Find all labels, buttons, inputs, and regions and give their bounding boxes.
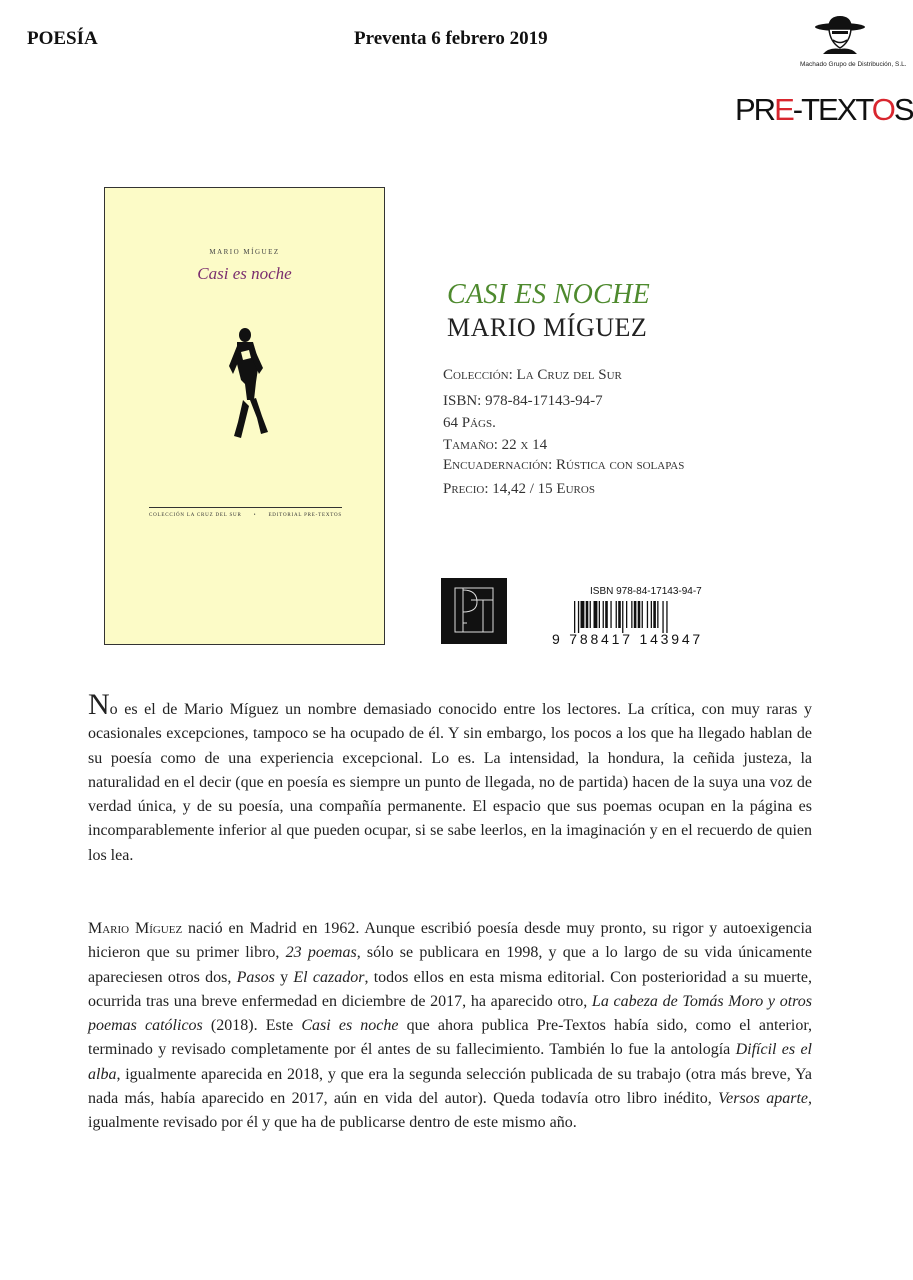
publisher-logo-part: -TEXT <box>792 92 872 127</box>
synopsis-paragraph <box>88 688 812 868</box>
cover-separator: • <box>253 513 257 518</box>
cover-author: MARIO MÍGUEZ <box>209 248 280 256</box>
cover-rule <box>149 507 342 508</box>
bio-book-title: Versos aparte <box>718 1090 809 1108</box>
bio-book-title: 23 poemas <box>285 944 357 962</box>
book-cover <box>104 187 385 645</box>
bio-text: que ahora publica Pre-Textos había sido, como el anterior, terminado y revisado completamente por él antes de su fallecimiento. También lo fue la antología <box>88 1017 813 1059</box>
spec-pages: 64 Págs. <box>443 415 496 431</box>
publisher-logo <box>735 92 913 128</box>
bio-book-title: El cazador <box>293 968 365 986</box>
barcode-icon <box>574 601 734 633</box>
spec-collection: Colección: La Cruz del Sur <box>443 367 622 383</box>
publisher-logo-part: PR <box>735 92 775 127</box>
distributor-caption: Machado Grupo de Distribución, S.L. <box>800 61 907 68</box>
cover-footer <box>149 513 342 518</box>
walking-figure-icon <box>223 328 271 440</box>
bio-text: y <box>274 968 294 986</box>
spec-binding: Encuadernación: Rústica con solapas <box>443 457 685 473</box>
presale-date: Preventa 6 febrero 2019 <box>354 28 548 49</box>
spec-size: Tamaño: 22 x 14 <box>443 437 548 453</box>
barcode-digits: 9 788417 143947 <box>552 631 703 647</box>
cover-publisher: EDITORIAL PRE-TEXTOS <box>268 513 342 518</box>
distributor-logo <box>800 14 907 68</box>
cover-title: Casi es noche <box>197 264 292 283</box>
bio-text: , igualmente aparecida en 2018, y que era la segunda selección publicada de su trabajo (otra más breve, Ya nada más, había aparecido en 2017, aún en vida del autor). Queda todavía otro libro inédito, <box>88 1065 812 1108</box>
bio-book-title: Casi es noche <box>301 1017 399 1035</box>
barcode-isbn-label: ISBN 978-84-17143-94-7 <box>590 586 702 597</box>
bio-author-name: Mario Míguez <box>88 920 183 937</box>
bio-book-title: Difícil es el alba <box>88 1041 812 1083</box>
book-title: CASI ES NOCHE <box>447 279 651 310</box>
category-label: POESÍA <box>27 28 98 49</box>
publisher-logo-accent: O <box>871 92 894 127</box>
book-author: MARIO MÍGUEZ <box>447 313 648 342</box>
spec-isbn: ISBN: 978-84-17143-94-7 <box>443 393 603 409</box>
publisher-mark <box>441 578 507 644</box>
synopsis-dropcap: N <box>88 688 110 721</box>
publisher-logo-accent: E <box>774 92 793 127</box>
hat-man-icon <box>813 14 867 54</box>
bio-book-title: Pasos <box>236 968 275 986</box>
bio-text: , todos ellos en esta misma editorial. Con posterioridad a su muerte, ocurrida tras una breve enfermedad en diciembre de 2017, ha aparecido otro, <box>88 968 813 1010</box>
synopsis-text: o es el de Mario Míguez un nombre demasiado conocido entre los lectores. La crítica, con muy raras y ocasionales excepciones, tampoco se ha ocupado de él. Y sin embargo, los pocos a los que ha llegado hablan de su poesía como de una experiencia excepcional. Lo es. La intensidad, la hondura, la ceñida justeza, la naturalidad en el decir (que en poesía es siempre un punto de llegada, no de partida) hacen de la suya una voz de verdad única, y de su poesía, una compañía permanente. El espacio que sus poemas ocupan en la página es incomparablemente inferior al que pueden ocupar, si se sabe leerlos, en la imaginación y en el recuerdo de quien los lea. <box>88 701 812 864</box>
cover-collection: COLECCIÓN LA CRUZ DEL SUR <box>149 513 242 518</box>
bio-book-title: La cabeza de Tomás Moro y otros poemas católicos <box>88 992 812 1035</box>
bio-text: , igualmente revisado por él y que ha de publicarse dentro de este mismo año. <box>88 1090 813 1132</box>
bio-text: (2018). Este <box>202 1017 302 1035</box>
spec-price: Precio: 14,42 / 15 Euros <box>443 481 595 497</box>
publisher-logo-part: S <box>893 92 913 127</box>
bio-text: , sólo se publicara en 1998, y que a lo largo de su vida únicamente apareciesen otros dos, <box>88 944 812 986</box>
author-bio-paragraph <box>88 917 812 1136</box>
pt-monogram-icon <box>441 578 507 644</box>
bio-text: nació en Madrid en 1962. Aunque escribió poesía desde muy pronto, su rigor y autoexigencia hicieron que su primer libro, <box>88 920 812 962</box>
